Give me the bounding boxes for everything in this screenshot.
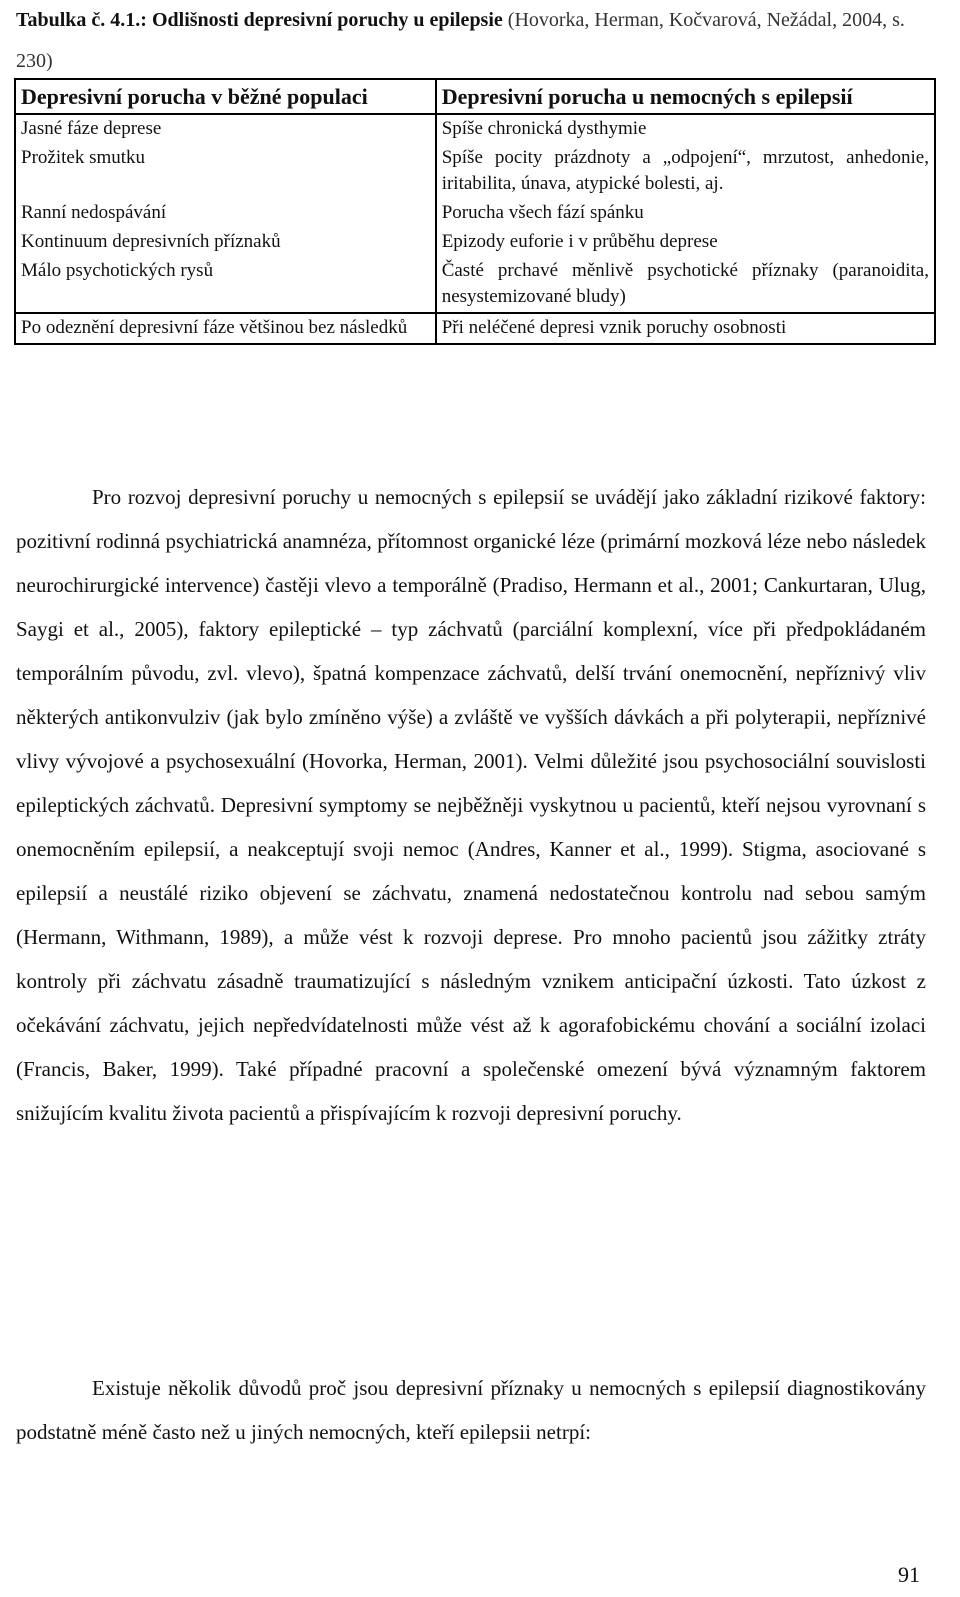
cell-left: Jasné fáze deprese [15, 114, 436, 144]
page-number: 91 [898, 1562, 920, 1587]
cell-left: Kontinuum depresivních příznaků [21, 231, 281, 252]
table-header-row [15, 79, 935, 114]
cell-left: Ranní nedospávání [21, 202, 167, 223]
table-row [15, 199, 935, 228]
cell-right: Spíše pocity prázdnoty a „odpojení“, mrzutost, anhedonie, iritabilita, únava, atypické bolesti, aj. [436, 144, 935, 199]
cell-right: Epizody euforie i v průběhu deprese [436, 228, 935, 257]
table-row [15, 114, 935, 144]
table-row [15, 313, 935, 344]
table-caption [16, 0, 946, 82]
header-general-population: Depresivní porucha v běžné populaci [21, 84, 368, 109]
cell-left: Po odeznění depresivní fáze většinou bez následků [15, 313, 436, 344]
caption-label: Tabulka č. 4.1.: Odlišnosti depresivní poruchy u epilepsie [16, 9, 503, 31]
cell-right: Časté prchavé měnlivě psychotické příznaky (paranoidita, nesystemizované bludy) [436, 257, 935, 313]
body-paragraph-risk-factors: Pro rozvoj depresivní poruchy u nemocných s epilepsií se uvádějí jako základní rizikové faktory: pozitivní rodinná psychiatrická anamnéza, přítomnost organické léze (primární mozková léze nebo následek neurochirurgické intervence) častěji vlevo a temporálně (Pradiso, Hermann et al., 2001; Cankurtaran, Ulug, Saygi et al., 2005), faktory epileptické – typ záchvatů (parciální komplexní, více při předpokládaném temporálním původu, zvl. vlevo), špatná kompenzace záchvatů, delší trvání onemocnění, nepříznivý vliv některých antikonvulziv (jak bylo zmíněno výše) a zvláště ve vyšších dávkách a při polyterapii, nepříznivé vlivy vývojové a psychosexuální (Hovorka, Herman, 2001). Velmi důležité jsou psychosociální souvislosti epileptických záchvatů. Depresivní symptomy se nejběžněji vyskytnou u pacientů, kteří nejsou vyrovnaní s onemocněním epilepsií, a neakceptují svoji nemoc (Andres, Kanner et al., 1999). Stigma, asociované s epilepsií a neustálé riziko objevení se záchvatu, znamená nedostatečnou kontrolu nad sebou samým (Hermann, Withmann, 1989), a může vést k rozvoji deprese. Pro mnoho pacientů jsou zážitky ztráty kontroly při záchvatu zásadně traumatizující s následným vznikem anticipační úzkosti. Tato úzkost z očekávání záchvatu, jejich nepředvídatelnosti může vést až k agorafobickému chování a sociální izolaci (Francis, Baker, 1999). Také případné pracovní a společenské omezení bývá významným faktorem snižujícím kvalitu života pacientů a přispívajícím k rozvoji depresivní poruchy. [16, 485, 926, 1125]
comparison-table [14, 78, 936, 345]
cell-right: Při neléčené depresi vznik poruchy osobnosti [436, 313, 935, 344]
caption-source: (Hovorka, Herman, Kočvarová, Nežádal, 2004, s. 230) [16, 9, 905, 72]
body-paragraph-diagnosis: Existuje několik důvodů proč jsou depresivní příznaky u nemocných s epilepsií diagnostikovány podstatně méně často než u jiných nemocných, kteří epilepsii netrpí: [16, 1376, 926, 1444]
cell-left: Málo psychotických rysů [21, 260, 214, 281]
cell-right: Spíše chronická dysthymie [436, 114, 935, 144]
table-row [15, 257, 935, 313]
table-row [15, 144, 935, 199]
header-epilepsy-patients: Depresivní porucha u nemocných s epilepsií [436, 79, 935, 114]
cell-left: Prožitek smutku [21, 147, 146, 168]
table-row [15, 228, 935, 257]
cell-right: Porucha všech fází spánku [436, 199, 935, 228]
